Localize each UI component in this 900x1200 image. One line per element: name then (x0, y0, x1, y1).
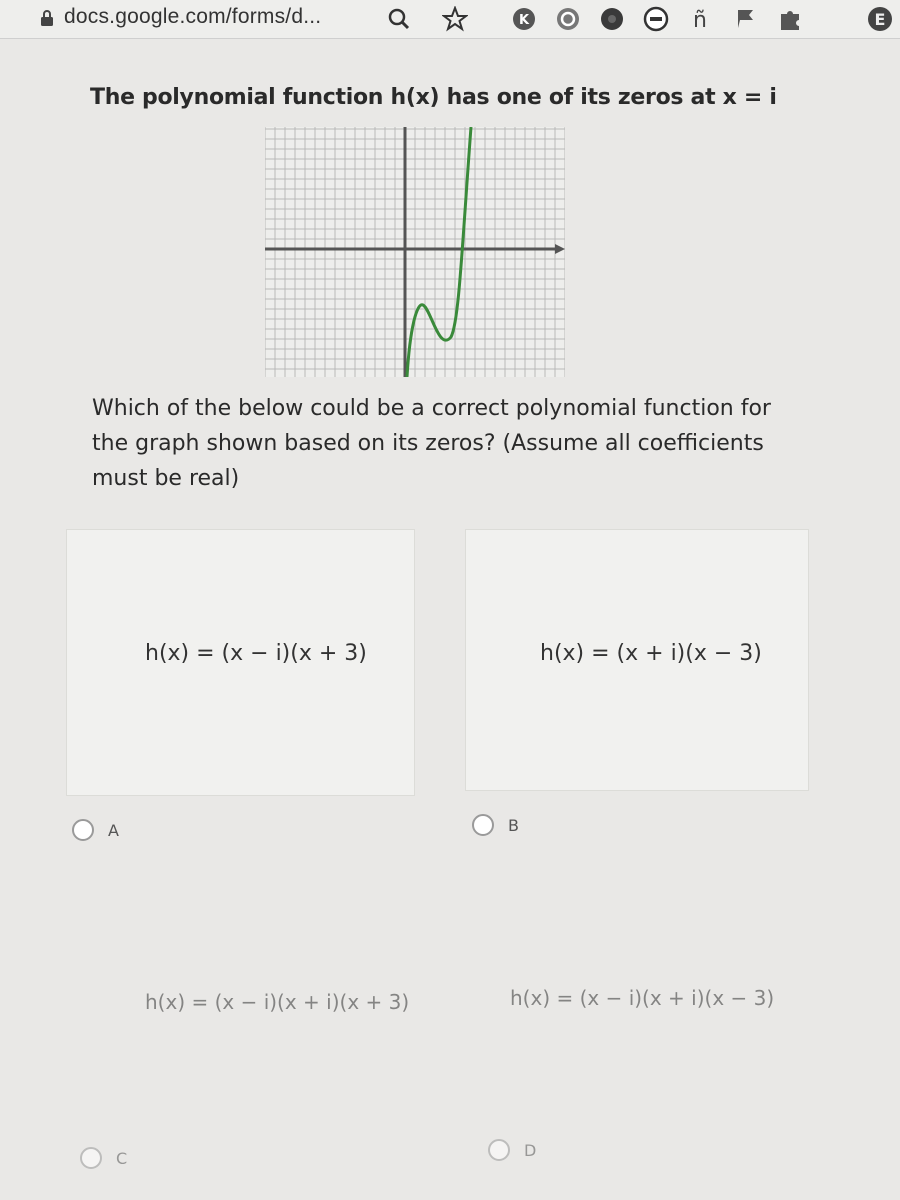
choice-c-expression: h(x) = (x − i)(x + i)(x + 3) (145, 990, 410, 1014)
choice-a-expression: h(x) = (x − i)(x + 3) (145, 641, 367, 666)
svg-text:K: K (518, 13, 530, 28)
radio-button-c[interactable] (80, 1147, 102, 1169)
choice-option-a[interactable] (72, 819, 119, 841)
choice-card-d[interactable] (465, 879, 809, 1141)
svg-text:ñ: ñ (693, 8, 707, 32)
n-tilde-extension-icon[interactable] (687, 6, 713, 32)
choice-a-letter: A (108, 820, 119, 840)
choice-b-expression: h(x) = (x + i)(x − 3) (540, 641, 762, 666)
choice-card-c[interactable] (66, 879, 415, 1141)
choice-option-c[interactable] (80, 1147, 127, 1169)
flag-extension-icon[interactable] (733, 6, 759, 32)
browser-toolbar (0, 0, 900, 39)
choice-card-a[interactable] (66, 529, 415, 796)
polynomial-graph (265, 127, 565, 377)
account-icon[interactable] (866, 6, 892, 32)
form-content (0, 39, 900, 1200)
choice-card-b[interactable] (465, 529, 809, 791)
lock-icon (40, 9, 54, 27)
search-icon[interactable] (386, 6, 412, 32)
star-icon[interactable] (442, 6, 468, 32)
choice-c-letter: C (116, 1148, 128, 1168)
dark-circle-extension-icon[interactable] (599, 6, 625, 32)
choice-option-b[interactable] (472, 814, 519, 836)
svg-text:E: E (874, 10, 886, 29)
address-bar-url[interactable]: docs.google.com/forms/d... (64, 5, 322, 28)
radio-button-d[interactable] (488, 1139, 510, 1161)
puzzle-extension-icon[interactable] (777, 6, 803, 32)
question-title: The polynomial function h(x) has one of its zeros at x = i (90, 85, 777, 110)
question-prompt: Which of the below could be a correct polynomial function for the graph shown based on its zeros? (Assume all coefficients must be real) (92, 396, 771, 491)
minus-circle-extension-icon[interactable] (643, 6, 669, 32)
radio-button-b[interactable] (472, 814, 494, 836)
choice-option-d[interactable] (488, 1139, 536, 1161)
choice-d-letter: D (524, 1140, 537, 1160)
g-extension-icon[interactable] (555, 6, 581, 32)
radio-button-a[interactable] (72, 819, 94, 841)
k-extension-icon[interactable] (511, 6, 537, 32)
choice-d-expression: h(x) = (x − i)(x + i)(x − 3) (510, 986, 775, 1010)
choice-b-letter: B (508, 815, 519, 835)
